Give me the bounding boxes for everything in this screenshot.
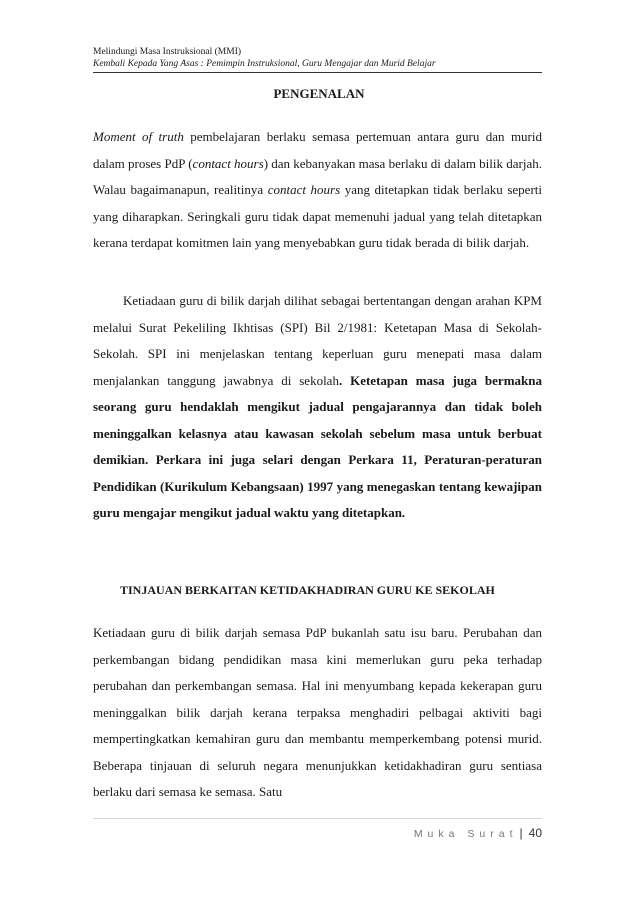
italic-term: contact hours (192, 155, 264, 171)
section-heading-tinjauan: TINJAUAN BERKAITAN KETIDAKHADIRAN GURU KE SEKOLAH (120, 583, 495, 597)
header-subtitle: Kembali Kepada Yang Asas : Pemimpin Instruksional, Guru Mengajar dan Murid Belajar (93, 59, 436, 69)
header-divider (93, 72, 542, 73)
running-header (93, 46, 542, 70)
bold-text: . Ketetapan masa juga bermakna seorang guru hendaklah mengikut jadual pengajarannya dan tidak boleh meninggalkan kelasnya atau kawasan sekolah sebelum masa untuk berbuat demikian. Perkara ini juga selari dengan Perkara 11, Peraturan-peraturan Pendidikan (Kurikulum Kebangsaan) 1997 yang menegaskan tentang kewajipan guru mengajar mengikut jadual waktu yang ditetapkan. (93, 372, 542, 520)
paragraph-ketiadaan-guru (93, 288, 542, 527)
footer-label: Muka Surat (413, 828, 518, 840)
paragraph-text: Ketiadaan guru di bilik darjah dilihat sebagai bertentangan dengan arahan KPM melalui Surat Pekeliling Ikhtisas (SPI) Bil 2/1981: Ketetapan Masa di Sekolah-Sekolah. SPI ini menjelaskan tentang keperluan guru menepati masa dalam menjalankan tanggung jawabnya di sekolah (93, 293, 542, 388)
footer-divider (93, 818, 542, 819)
footer-separator: | (519, 826, 523, 840)
paragraph-moment-of-truth (93, 124, 542, 257)
italic-term: Moment of truth (93, 129, 184, 144)
paragraph-text: ) dan kebanyakan masa berlaku di dalam bilik darjah. Walau bagaimanapun, realitinya (93, 155, 543, 197)
paragraph-text: yang ditetapkan tidak berlaku seperti yang diharapkan. Seringkali guru tidak dapat memenuhi jadual yang telah ditetapkan kerana terdapat komitmen lain yang menyebabkan guru tidak berada di bilik darjah. (93, 182, 542, 250)
section-heading-pengenalan: PENGENALAN (273, 86, 365, 101)
paragraph-tinjauan: Ketiadaan guru di bilik darjah semasa PdP bukanlah satu isu baru. Perubahan dan perkembangan bidang pendidikan masa kini memerlukan guru peka terhadap perubahan dan perkembangan semasa. Hal ini menyumbang kepada kekerapan guru meninggalkan bilik darjah kerana terpaksa menghadiri pelbagai aktiviti bagi mempertingkatkan kemahiran guru dan membantu memperkembang potensi murid. Beberapa tinjauan di seluruh negara menunjukkan ketidakhadiran guru sentiasa berlaku dari semasa ke semasa. Satu (93, 625, 542, 799)
header-title: Melindungi Masa Instruksional (MMI) (93, 47, 242, 57)
page-footer (414, 826, 542, 840)
italic-term: contact hours (267, 182, 341, 197)
page-number: 40 (528, 826, 542, 840)
paragraph-text: pembelajaran berlaku semasa pertemuan antara guru dan murid dalam proses PdP ( (93, 129, 542, 171)
